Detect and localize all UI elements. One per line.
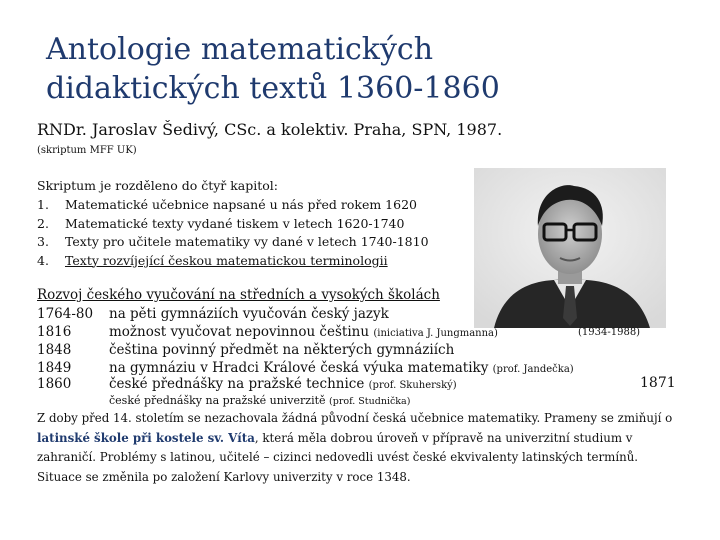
timeline-year: 1816 [37, 324, 72, 340]
timeline-text: české přednášky na pražské technice [109, 376, 369, 392]
author-citation: RNDr. Jaroslav Šedivý, CSc. a kolektiv. Praha, SPN, 1987. [37, 120, 503, 139]
timeline-heading: Rozvoj českého vyučování na středních a vysokých školách [37, 287, 440, 303]
page-title [46, 30, 666, 108]
chapter-item: 4. Texty rozvíjející českou matematickou terminologii [37, 252, 388, 268]
timeline-text: čeština povinný předmět na některých gymnáziích [109, 342, 455, 358]
timeline-year: 1860 [37, 376, 72, 392]
timeline-year: 1849 [37, 360, 72, 376]
title-line-2: didaktických textů 1360-1860 [46, 71, 500, 106]
timeline-note: (prof. Jandečka) [492, 364, 574, 375]
timeline-text: na gymnáziu v Hradci Králové česká výuka matematiky [109, 360, 493, 376]
chapters-intro: Skriptum je rozděleno do čtyř kapitol: [37, 178, 279, 193]
timeline-row [37, 376, 457, 392]
timeline-row [37, 324, 498, 340]
chapter-list [37, 196, 429, 270]
timeline-text: možnost vyučovat nepovinnou češtinu [109, 324, 374, 340]
university-line: české přednášky na pražské univerzitě (prof. Studnička) [109, 394, 411, 407]
portrait-photo [474, 168, 666, 328]
timeline-note: (iniciativa J. Jungmanna) [373, 328, 498, 339]
timeline-row [37, 306, 389, 322]
highlight-school: latinské škole při kostele sv. Víta [37, 430, 255, 445]
title-line-1: Antologie matematických [46, 32, 434, 67]
timeline-text: na pěti gymnáziích vyučován český jazyk [109, 306, 389, 322]
timeline-note: (prof. Skuherský) [368, 380, 457, 391]
year-1871: 1871 [640, 375, 676, 391]
chapter-item: 2. Matematické texty vydané tiskem v letech 1620-1740 [37, 215, 405, 231]
history-paragraph: Z doby před 14. stoletím se nezachovala žádná původní česká učebnice matematiky. Prameny se zmiňují o latinské škole při kostele sv. Víta, která měla dobrou úroveň v přípravě na univerzitní studium v zahraničí. Problémy s latinou, učitelé – cizinci nedovedli uvést české ekvivalenty latinských termínů. Situace se změnila po založení Karlovy univerzity v roce 1348. [37, 411, 673, 484]
timeline-year: 1764-80 [37, 306, 94, 322]
life-span: (1934-1988) [578, 327, 641, 338]
timeline-row [37, 360, 574, 376]
publication-note: (skriptum MFF UK) [37, 145, 137, 156]
timeline-year: 1848 [37, 342, 72, 358]
university-note: (prof. Studnička) [329, 396, 411, 407]
chapter-item: 1. Matematické učebnice napsané u nás před rokem 1620 [37, 197, 417, 212]
chapter-item: 3. Texty pro učitele matematiky vy dané v letech 1740-1810 [37, 234, 429, 249]
timeline-row [37, 342, 454, 358]
